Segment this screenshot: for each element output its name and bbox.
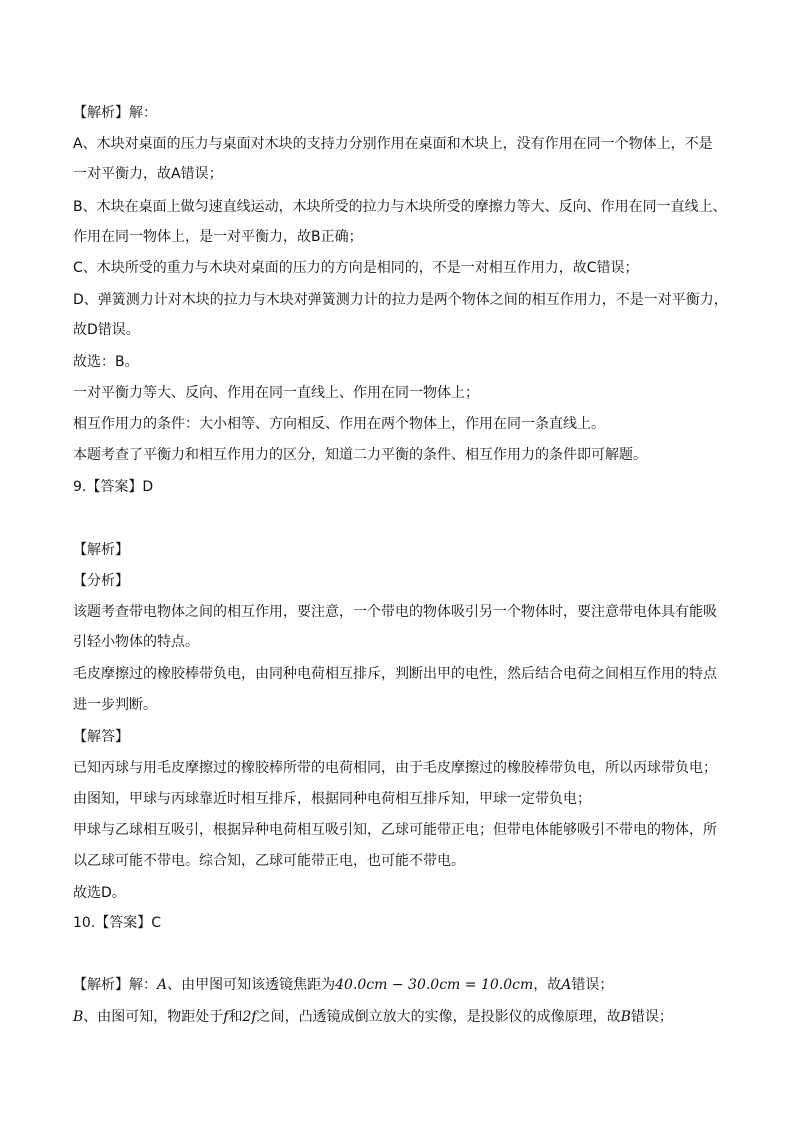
text-line: C、木块所受的重力与木块对桌面的压力的方向是相同的，不是一对相互作用力，故C错误；: [73, 260, 639, 276]
text-line-with-symbols: [73, 1007, 733, 1027]
line-text: 和: [228, 1009, 243, 1025]
text-line: 【解析】解：: [73, 105, 157, 121]
line-text: 、由图可知，物距处于: [83, 1009, 224, 1025]
section-heading: 【分析】: [73, 573, 129, 589]
section-heading: 【解答】: [73, 729, 129, 745]
text-line: 故D错误。: [73, 322, 140, 338]
option-letter: B: [620, 1009, 631, 1025]
line-text: 错误；: [630, 1009, 673, 1025]
text-line: 该题考查带电物体之间的相互作用，要注意，一个带电的物体吸引另一个物体时，要注意带电体具有能吸: [73, 604, 717, 620]
text-line: 已知丙球与用毛皮摩擦过的橡胶棒所带的电荷相同，由于毛皮摩擦过的橡胶棒带负电，所以丙球带负电；: [73, 760, 717, 776]
line-text: 、由甲图可知该透镜焦距为: [167, 977, 336, 993]
focal-length-formula: 40.0cm − 30.0cm = 10.0cm: [335, 977, 534, 993]
text-line: A、木块对桌面的压力与桌面对木块的支持力分别作用在桌面和木块上，没有作用在同一个物体上，不是: [73, 136, 713, 152]
text-line: D、弹簧测力计对木块的拉力与木块对弹簧测力计的拉力是两个物体之间的相互作用力，不是一对平衡力，: [73, 292, 728, 308]
text-line-with-formula: [73, 975, 733, 995]
answer-heading: 10.【答案】C: [73, 915, 162, 931]
text-line: 甲球与乙球相互吸引，根据异种电荷相互吸引知，乙球可能带正电；但带电体能够吸引不带电的物体，所: [73, 822, 717, 838]
text-line: 由图知，甲球与丙球靠近时相互排斥，根据同种电荷相互排斥知，甲球一定带负电；: [73, 791, 591, 807]
symbol-2f: 2f: [242, 1009, 257, 1025]
text-line: 作用在同一物体上，是一对平衡力，故B正确；: [73, 229, 363, 245]
text-line: 故选：B。: [73, 354, 139, 370]
text-line: B、木块在桌面上做匀速直线运动，木块所受的拉力与木块所受的摩擦力等大、反向、作用在同一直线上、: [73, 199, 727, 215]
line-text: 错误；: [571, 977, 614, 993]
text-line: 进一步判断。: [73, 697, 157, 713]
text-line: 以乙球可能不带电。综合知，乙球可能带正电，也可能不带电。: [73, 853, 465, 869]
option-letter: B: [73, 1009, 84, 1025]
symbol-f: f: [223, 1009, 229, 1025]
text-line: 一对平衡力，故A错误；: [73, 166, 223, 182]
text-line: 本题考查了平衡力和相互作用力的区分，知道二力平衡的条件、相互作用力的条件即可解题。: [73, 447, 647, 463]
line-text: 之间，凸透镜成倒立放大的实像，是投影仪的成像原理，故: [256, 1009, 621, 1025]
line-text: ，故: [533, 977, 562, 993]
section-heading: 【解析】: [73, 542, 129, 558]
option-letter: A: [157, 977, 168, 993]
text-line: 故选D。: [73, 885, 126, 901]
text-line: 引轻小物体的特点。: [73, 634, 199, 650]
option-letter: A: [561, 977, 572, 993]
text-line: 毛皮摩擦过的橡胶棒带负电，由同种电荷相互排斥，判断出甲的电性，然后结合电荷之间相互作用的特点: [73, 666, 717, 682]
text-line: 一对平衡力等大、反向、作用在同一直线上、作用在同一物体上；: [73, 385, 479, 401]
line-prefix: 【解析】解：: [73, 977, 157, 993]
text-line: 相互作用力的条件：大小相等、方向相反、作用在两个物体上，作用在同一条直线上。: [73, 416, 605, 432]
answer-heading: 9.【答案】D: [73, 479, 154, 495]
